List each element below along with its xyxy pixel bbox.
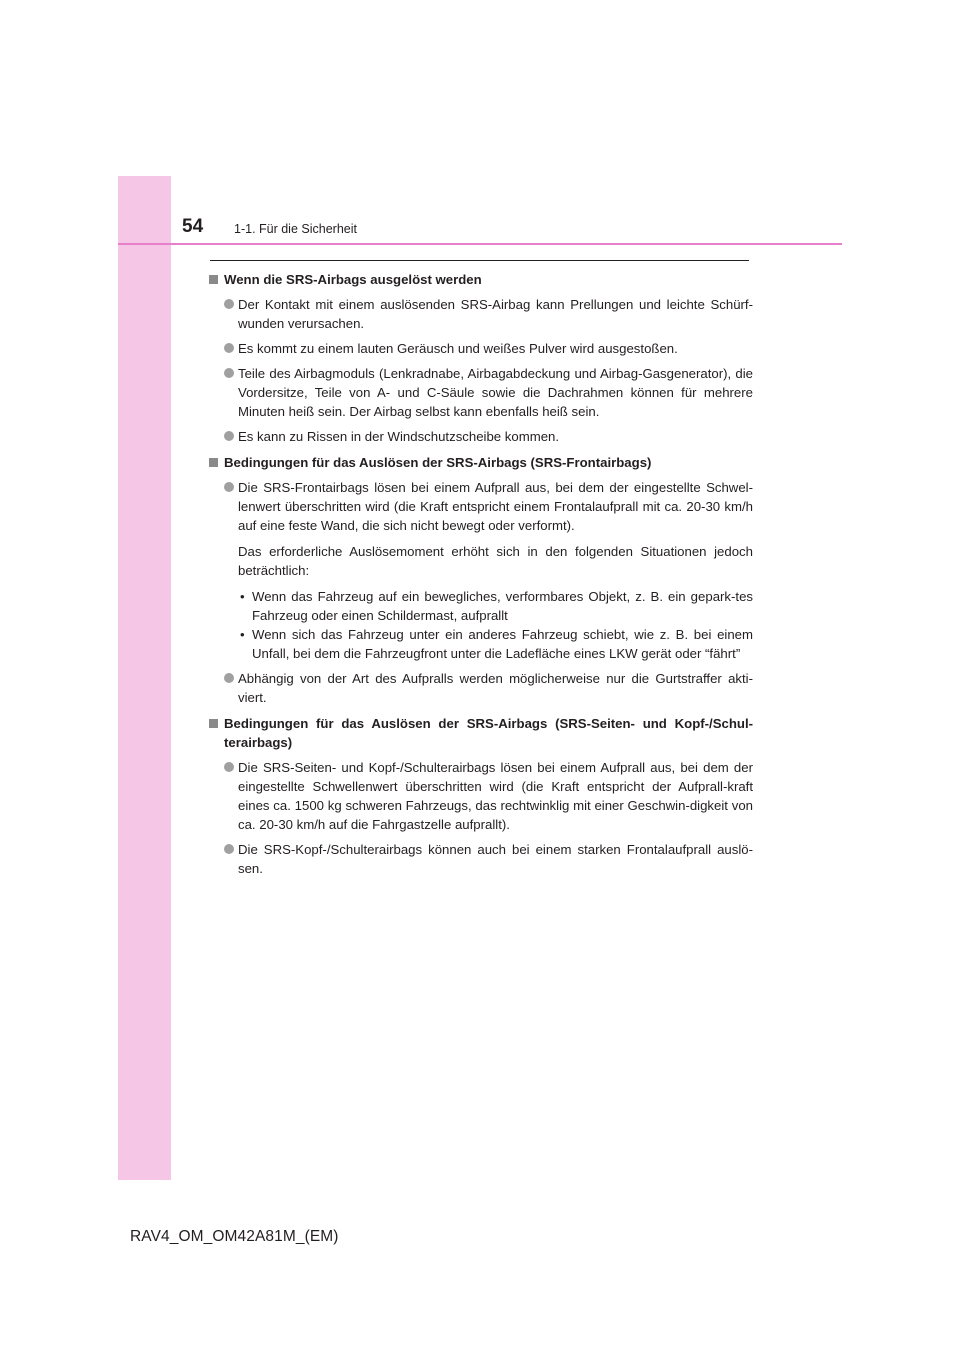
list-item [209, 427, 753, 446]
list-item [209, 669, 753, 707]
page-content [209, 270, 753, 878]
heading-airbags-deployed [209, 270, 753, 289]
square-marker-icon [209, 458, 218, 467]
list-item-text: Teile des Airbagmoduls (Lenkradnabe, Airbagabdeckung und Airbag-Gasgenerator), die Vordersitze, Teile von A- und C-Säule sowie die Dachrahmen können für mehrere Minuten heiß sein. Der Airbag selbst kann ebenfalls heiß sein. [238, 366, 753, 419]
header-rule [118, 243, 842, 245]
list-item-text: Der Kontakt mit einem auslösenden SRS-Airbag kann Prellungen und leichte Schürf-wunden verursachen. [238, 297, 753, 331]
bullet-dot-icon [224, 299, 234, 309]
page-number: 54 [182, 216, 204, 237]
bullet-dot-icon [224, 482, 234, 492]
heading-side-curtain-conditions [209, 714, 753, 752]
bullet-dot-icon [224, 844, 234, 854]
sub-list-item [209, 625, 753, 663]
list-item [209, 364, 753, 421]
list-item [209, 339, 753, 358]
heading-text: Bedingungen für das Auslösen der SRS-Airbags (SRS-Frontairbags) [224, 455, 652, 470]
list-item-text: Die SRS-Seiten- und Kopf-/Schulterairbags lösen bei einem Aufprall aus, bei dem der eingestellte Schwellenwert überschritten wird (die Kraft entspricht der Aufprall-kraft eines ca. 1500 kg schweren Fahrzeugs, das rechtwinklig mit einer Geschwin-digkeit von ca. 20-30 km/h auf die Fahrgastzelle aufprallt). [238, 760, 753, 832]
list-item-text: Es kann zu Rissen in der Windschutzscheibe kommen. [238, 429, 560, 444]
list-item-text: Die SRS-Frontairbags lösen bei einem Aufprall aus, bei dem der eingestellte Schwel-lenwert überschritten wird (die Kraft entspricht einem Frontalaufprall mit ca. 20-30 km/h auf eine feste Wand, die sich nicht bewegt oder verformt). [238, 480, 753, 533]
bullet-dot-icon [224, 431, 234, 441]
heading-frontairbag-conditions [209, 453, 753, 472]
list-item [209, 840, 753, 878]
section-title: 1-1. Für die Sicherheit [234, 222, 357, 236]
sub-list-item-text: Wenn das Fahrzeug auf ein bewegliches, verformbares Objekt, z. B. ein gepark-tes Fahrzeug oder einen Schildermast, aufprallt [252, 589, 753, 623]
sub-list-item-text: Wenn sich das Fahrzeug unter ein anderes Fahrzeug schiebt, wie z. B. bei einem Unfall, bei dem die Fahrzeugfront unter die Ladefläche eines LKW gerät oder “fährt” [252, 627, 753, 661]
list-item-text: Die SRS-Kopf-/Schulterairbags können auch bei einem starken Frontalaufprall auslö-sen. [238, 842, 753, 876]
list-item [209, 295, 753, 333]
paragraph: Das erforderliche Auslösemoment erhöht sich in den folgenden Situationen jedoch beträchtlich: [238, 544, 753, 578]
list-item-text: Abhängig von der Art des Aufpralls werden möglicherweise nur die Gurtstraffer akti-viert. [238, 671, 753, 705]
bullet-dot-icon [224, 762, 234, 772]
square-marker-icon [209, 275, 218, 284]
list-item-text: Es kommt zu einem lauten Geräusch und weißes Pulver wird ausgestoßen. [238, 341, 678, 356]
list-item [209, 478, 753, 535]
sub-list-item [209, 587, 753, 625]
content-divider [210, 260, 749, 261]
list-item [209, 758, 753, 834]
square-marker-icon [209, 719, 218, 728]
heading-text: Wenn die SRS-Airbags ausgelöst werden [224, 272, 482, 287]
sub-bullet-mark: • [240, 589, 245, 604]
manual-code-footer: RAV4_OM_OM42A81M_(EM) [130, 1228, 339, 1245]
sub-bullet-mark: • [240, 627, 245, 642]
bullet-dot-icon [224, 368, 234, 378]
bullet-dot-icon [224, 343, 234, 353]
heading-text: Bedingungen für das Auslösen der SRS-Airbags (SRS-Seiten- und Kopf-/Schul-terairbags) [224, 716, 753, 750]
page-sidebar-tab [118, 176, 171, 1180]
bullet-dot-icon [224, 673, 234, 683]
